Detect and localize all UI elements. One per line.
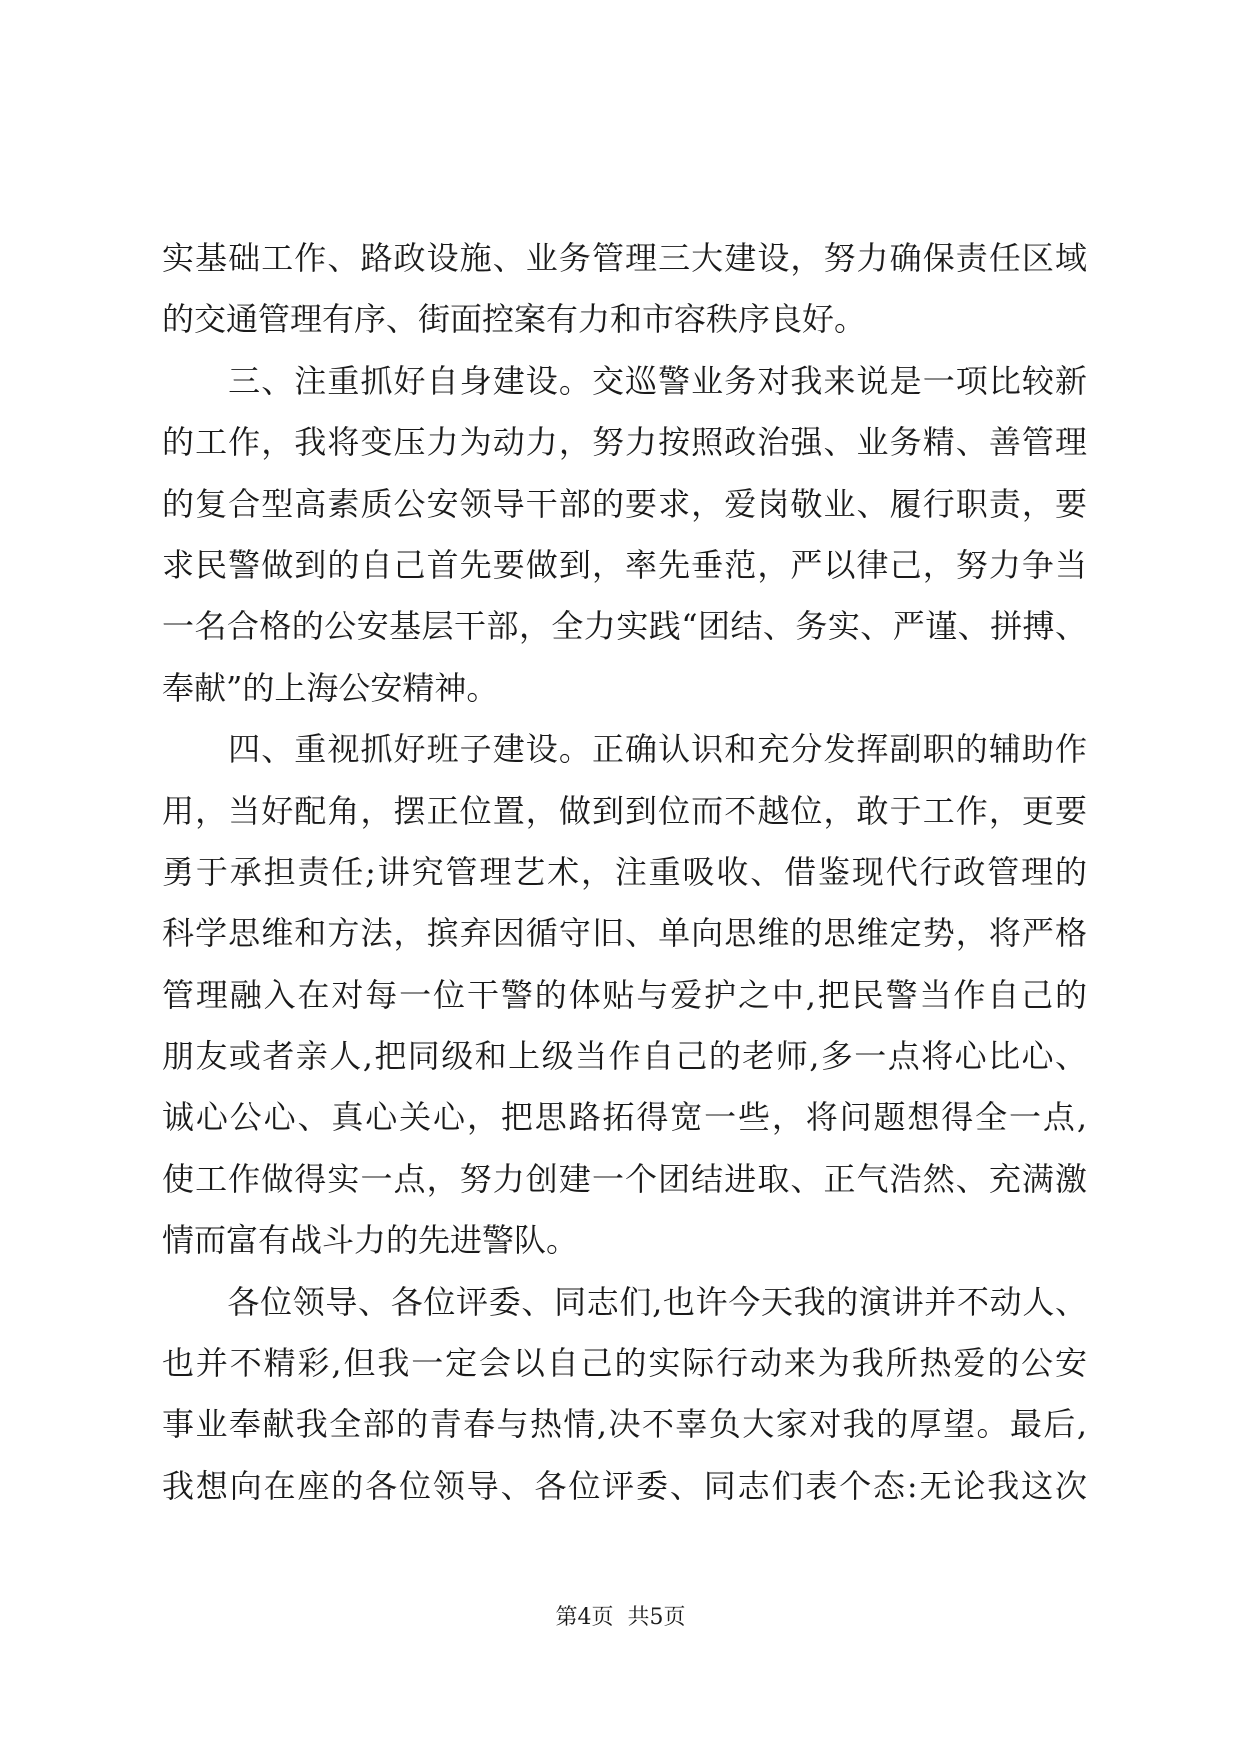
body-text <box>162 228 1087 1517</box>
text-line: 各位领导、各位评委、同志们,也许今天我的演讲并不动人、 <box>162 1282 1087 1321</box>
text-line: 四、重视抓好班子建设。正确认识和充分发挥副职的辅助作 <box>162 730 1087 769</box>
page-number-total: 共5页 <box>627 1605 686 1630</box>
text-line: 科学思维和方法，摈弃因循守旧、单向思维的思维定势，将严格 <box>162 914 1087 953</box>
text-line: 勇于承担责任;讲究管理艺术，注重吸收、借鉴现代行政管理的 <box>162 852 1087 891</box>
text-line: 朋友或者亲人,把同级和上级当作自己的老师,多一点将心比心、 <box>162 1037 1087 1076</box>
text-line: 事业奉献我全部的青春与热情,决不辜负大家对我的厚望。最后, <box>162 1405 1087 1444</box>
text-line: 也并不精彩,但我一定会以自己的实际行动来为我所热爱的公安 <box>162 1344 1087 1383</box>
text-line: 三、注重抓好自身建设。交巡警业务对我来说是一项比较新 <box>162 361 1087 400</box>
text-line: 情而富有战斗力的先进警队。 <box>162 1221 579 1260</box>
text-line: 管理融入在对每一位干警的体贴与爱护之中,把民警当作自己的 <box>162 975 1087 1014</box>
text-line: 使工作做得实一点，努力创建一个团结进取、正气浩然、充满激 <box>162 1159 1087 1198</box>
text-line: 奉献”的上海公安精神。 <box>162 668 499 707</box>
text-line: 的交通管理有序、街面控案有力和市容秩序良好。 <box>162 300 867 339</box>
page-number-current: 第4页 <box>555 1605 614 1630</box>
text-line: 用，当好配角，摆正位置，做到到位而不越位，敢于工作，更要 <box>162 791 1087 830</box>
text-line: 实基础工作、路政设施、业务管理三大建设，努力确保责任区域 <box>162 239 1087 277</box>
text-line: 的工作，我将变压力为动力，努力按照政治强、业务精、善管理 <box>162 423 1087 462</box>
text-line: 求民警做到的自己首先要做到，率先垂范，严以律己，努力争当 <box>162 545 1087 584</box>
text-line: 的复合型高素质公安领导干部的要求，爱岗敬业、履行职责，要 <box>162 484 1087 523</box>
page-footer <box>0 1603 1241 1633</box>
text-line: 我想向在座的各位领导、各位评委、同志们表个态:无论我这次 <box>162 1466 1087 1505</box>
text-line: 一名合格的公安基层干部，全力实践“团结、务实、严谨、拼搏、 <box>162 607 1087 646</box>
text-line: 诚心公心、真心关心，把思路拓得宽一些，将问题想得全一点, <box>162 1098 1087 1137</box>
